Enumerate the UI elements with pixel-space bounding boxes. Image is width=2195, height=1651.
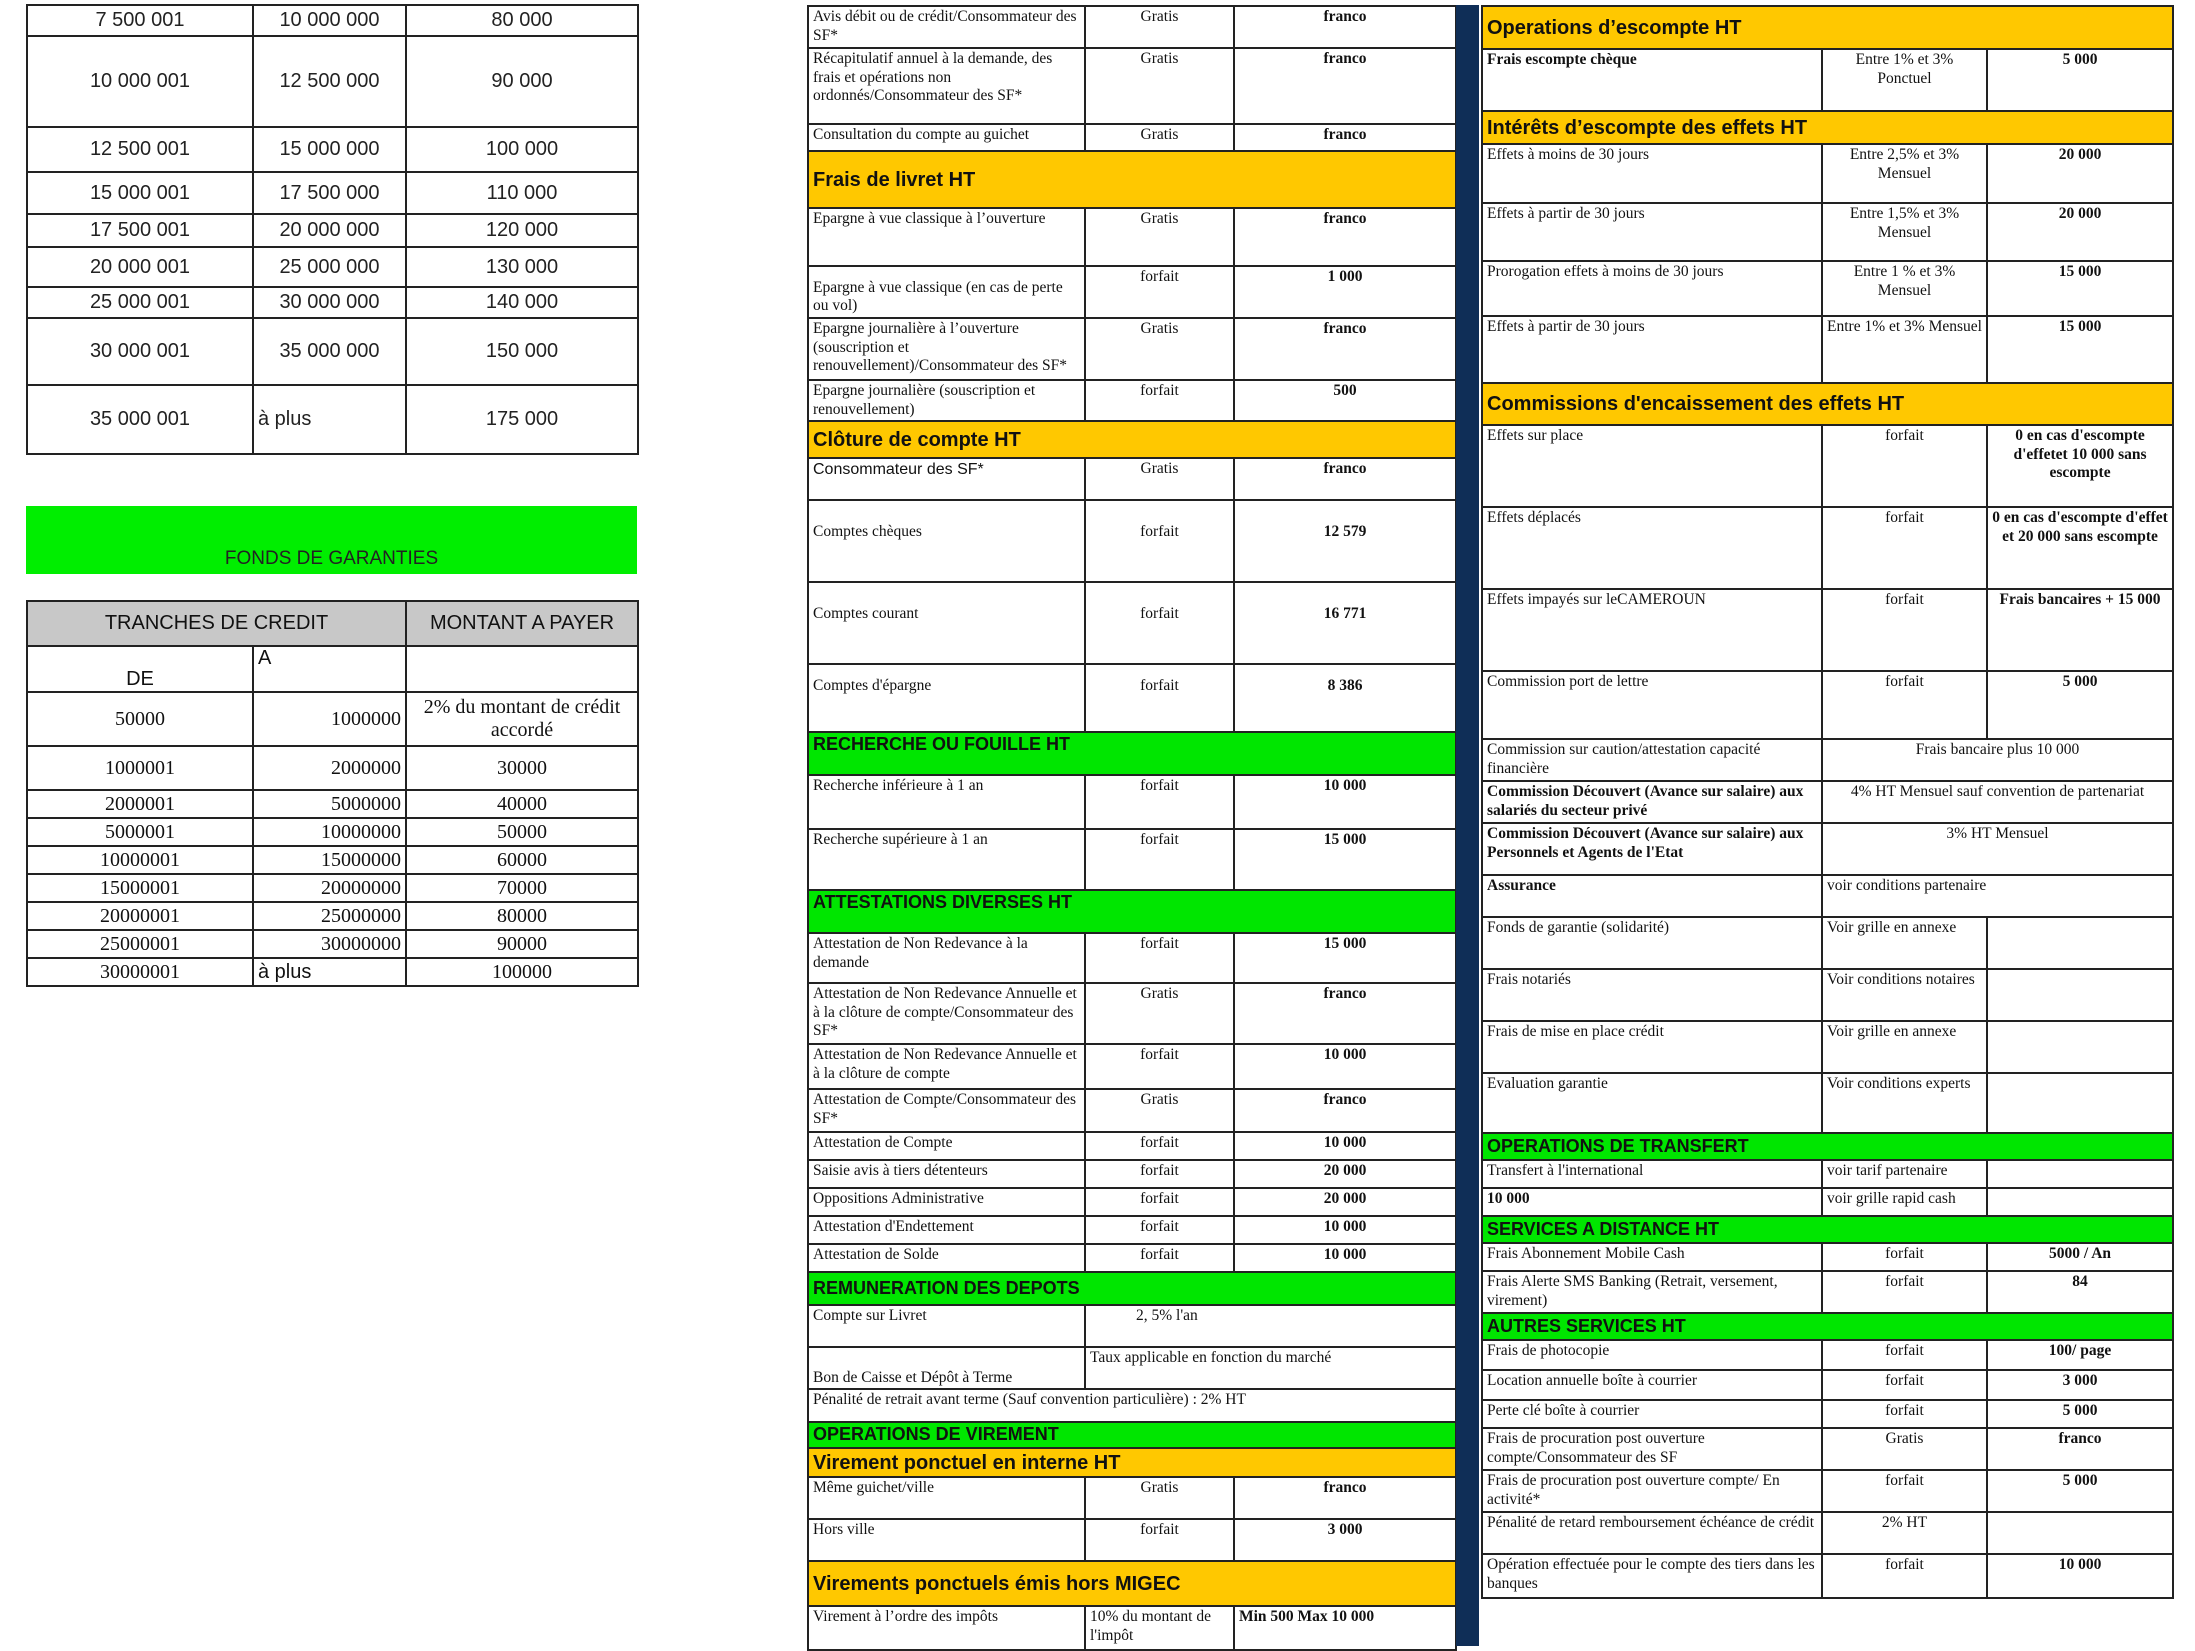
table-row: Consommateur des SF* Gratis franco xyxy=(808,458,1456,500)
table-row: Récapitulatif annuel à la demande, des frais et opérations non ordonnés/Consommateur des SF* Gratis franco xyxy=(808,48,1456,124)
table-row: Attestation de Non Redevance à la demande forfait 15 000 xyxy=(808,933,1456,983)
table-row: Pénalité de retrait avant terme (Sauf convention particulière) : 2% HT xyxy=(808,1389,1456,1422)
table-row: 1000001 2000000 30000 xyxy=(27,746,638,790)
section-header: Clôture de compte HT xyxy=(808,421,1456,458)
table-row: Assurance voir conditions partenaire xyxy=(1482,875,2173,917)
table-row: Frais de procuration post ouverture compte/Consommateur des SF Gratis franco xyxy=(1482,1428,2173,1470)
table-row: Hors ville forfait 3 000 xyxy=(808,1519,1456,1561)
header-montant: MONTANT A PAYER xyxy=(406,601,638,646)
table-subheader: DE A xyxy=(27,646,638,692)
table-row: Commission Découvert (Avance sur salaire) aux salariés du secteur privé 4% HT Mensuel sauf convention de partenariat xyxy=(1482,781,2173,823)
fees-table-middle xyxy=(807,5,1457,1651)
table-row: 17 500 001 20 000 000 120 000 xyxy=(27,214,638,247)
table-row: Attestation de Non Redevance Annuelle et à la clôture de compte forfait 10 000 xyxy=(808,1044,1456,1089)
table-row: Saisie avis à tiers détenteurs forfait 20 000 xyxy=(808,1160,1456,1188)
table-row: Frais de mise en place crédit Voir grille en annexe xyxy=(1482,1021,2173,1073)
section-header: REMUNERATION DES DEPOTS xyxy=(808,1272,1456,1305)
table-row: Attestation de Compte/Consommateur des SF* Gratis franco xyxy=(808,1089,1456,1132)
table-row: Frais Alerte SMS Banking (Retrait, versement, virement) forfait 84 xyxy=(1482,1271,2173,1313)
table-row: Pénalité de retard remboursement échéance de crédit 2% HT xyxy=(1482,1512,2173,1554)
table-row: 12 500 001 15 000 000 100 000 xyxy=(27,127,638,172)
table-row: Comptes d'épargne forfait 8 386 xyxy=(808,664,1456,732)
table-row: Prorogation effets à moins de 30 jours Entre 1 % et 3% Mensuel 15 000 xyxy=(1482,261,2173,316)
fonds-garanties-title: FONDS DE GARANTIES xyxy=(224,548,439,569)
table-row: Bon de Caisse et Dépôt à Terme Taux applicable en fonction du marché xyxy=(808,1347,1456,1389)
header-tranches: TRANCHES DE CREDIT xyxy=(27,601,406,646)
table-row: 10000001 15000000 60000 xyxy=(27,846,638,874)
table-row: Consultation du compte au guichet Gratis franco xyxy=(808,124,1456,151)
table-header xyxy=(27,601,638,646)
table-row: Virement à l’ordre des impôts 10% du montant de l'impôt Min 500 Max 10 000 xyxy=(808,1606,1456,1650)
section-header: RECHERCHE OU FOUILLE HT xyxy=(808,732,1456,775)
table-row: Recherche inférieure à 1 an forfait 10 000 xyxy=(808,775,1456,829)
section-header: Intérêts d’escompte des effets HT xyxy=(1482,111,2173,144)
table-row: Commission Découvert (Avance sur salaire) aux Personnels et Agents de l'Etat 3% HT Mensuel xyxy=(1482,823,2173,875)
fees-table-right xyxy=(1481,5,2174,1599)
table-row: Epargne journalière à l’ouverture (souscription et renouvellement)/Consommateur des SF* Gratis franco xyxy=(808,318,1456,380)
section-header: AUTRES SERVICES HT xyxy=(1482,1313,2173,1340)
section-header: OPERATIONS DE VIREMENT xyxy=(808,1422,1456,1448)
table-row: Compte sur Livret 2, 5% l'an xyxy=(808,1305,1456,1347)
table-row: Frais Abonnement Mobile Cash forfait 5000 / An xyxy=(1482,1243,2173,1271)
table-row: Attestation de Compte forfait 10 000 xyxy=(808,1132,1456,1160)
table-row: Evaluation garantie Voir conditions experts xyxy=(1482,1073,2173,1133)
table-row: Comptes courant forfait 16 771 xyxy=(808,582,1456,664)
table-row: Frais de procuration post ouverture compte/ En activité* forfait 5 000 xyxy=(1482,1470,2173,1512)
table-row: 30000001 à plus 100000 xyxy=(27,958,638,986)
fonds-garanties-table xyxy=(26,600,639,987)
table-row: 10 000 voir grille rapid cash xyxy=(1482,1188,2173,1216)
section-header: OPERATIONS DE TRANSFERT xyxy=(1482,1133,2173,1160)
table-row: Effets sur place forfait 0 en cas d'escompte d'effetet 10 000 sans escompte xyxy=(1482,425,2173,507)
table-row: Effets impayés sur leCAMEROUN forfait Frais bancaires + 15 000 xyxy=(1482,589,2173,671)
section-header: Virement ponctuel en interne HT xyxy=(808,1448,1456,1477)
table-row: Avis débit ou de crédit/Consommateur des SF* Gratis franco xyxy=(808,6,1456,48)
table-row: Commission port de lettre forfait 5 000 xyxy=(1482,671,2173,739)
table-row: Fonds de garantie (solidarité) Voir grille en annexe xyxy=(1482,917,2173,969)
table-row: Même guichet/ville Gratis franco xyxy=(808,1477,1456,1519)
table-row: 20 000 001 25 000 000 130 000 xyxy=(27,247,638,287)
table-row: 25 000 001 30 000 000 140 000 xyxy=(27,287,638,318)
table-row: Effets déplacés forfait 0 en cas d'escompte d'effet et 20 000 sans escompte xyxy=(1482,507,2173,589)
section-header: Frais de livret HT xyxy=(808,151,1456,208)
table-row: Effets à partir de 30 jours Entre 1% et 3% Mensuel 15 000 xyxy=(1482,316,2173,383)
table-row: Frais notariés Voir conditions notaires xyxy=(1482,969,2173,1021)
table-row: Perte clé boîte à courrier forfait 5 000 xyxy=(1482,1400,2173,1428)
table-row: 15 000 001 17 500 000 110 000 xyxy=(27,172,638,214)
table-row: 7 500 001 10 000 000 80 000 xyxy=(27,5,638,36)
table-row: Attestation d'Endettement forfait 10 000 xyxy=(808,1216,1456,1244)
table-row: Epargne à vue classique (en cas de perte ou vol) forfait 1 000 xyxy=(808,266,1456,318)
table-row: 2000001 5000000 40000 xyxy=(27,790,638,818)
table-row: Effets à moins de 30 jours Entre 2,5% et 3% Mensuel 20 000 xyxy=(1482,144,2173,203)
section-header: Virements ponctuels émis hors MIGEC xyxy=(808,1561,1456,1606)
section-header: SERVICES A DISTANCE HT xyxy=(1482,1216,2173,1243)
table-row: 20000001 25000000 80000 xyxy=(27,902,638,930)
table-row: 5000001 10000000 50000 xyxy=(27,818,638,846)
section-header: Operations d’escompte HT xyxy=(1482,6,2173,49)
table-row: 15000001 20000000 70000 xyxy=(27,874,638,902)
table-row: Transfert à l'international voir tarif partenaire xyxy=(1482,1160,2173,1188)
table-row: 35 000 001 à plus 175 000 xyxy=(27,385,638,454)
table-row: Recherche supérieure à 1 an forfait 15 000 xyxy=(808,829,1456,890)
divider-bar xyxy=(1456,5,1479,1646)
section-header: ATTESTATIONS DIVERSES HT xyxy=(808,890,1456,933)
table-row: Epargne journalière (souscription et renouvellement) forfait 500 xyxy=(808,380,1456,421)
table-row: 10 000 001 12 500 000 90 000 xyxy=(27,36,638,127)
table-row: Oppositions Administrative forfait 20 000 xyxy=(808,1188,1456,1216)
table-row: Opération effectuée pour le compte des tiers dans les banques forfait 10 000 xyxy=(1482,1554,2173,1598)
table-row: Attestation de Solde forfait 10 000 xyxy=(808,1244,1456,1272)
table-row: 50000 1000000 2% du montant de crédit accordé xyxy=(27,692,638,746)
table-row: Frais escompte chèque Entre 1% et 3% Ponctuel 5 000 xyxy=(1482,49,2173,111)
table-row: Comptes chèques forfait 12 579 xyxy=(808,500,1456,582)
fonds-garanties-banner xyxy=(26,506,637,574)
table-row: 25000001 30000000 90000 xyxy=(27,930,638,958)
table-row: 30 000 001 35 000 000 150 000 xyxy=(27,318,638,385)
section-header: Commissions d'encaissement des effets HT xyxy=(1482,383,2173,425)
table-row: Commission sur caution/attestation capacité financière Frais bancaire plus 10 000 xyxy=(1482,739,2173,781)
table-row: Effets à partir de 30 jours Entre 1,5% et 3% Mensuel 20 000 xyxy=(1482,203,2173,261)
table-row: Attestation de Non Redevance Annuelle et à la clôture de compte/Consommateur des SF* Gratis franco xyxy=(808,983,1456,1044)
table-row: Location annuelle boîte à courrier forfait 3 000 xyxy=(1482,1370,2173,1400)
table-row: Frais de photocopie forfait 100/ page xyxy=(1482,1340,2173,1370)
table-row: Epargne à vue classique à l’ouverture Gratis franco xyxy=(808,208,1456,266)
credit-tranche-table xyxy=(26,4,639,455)
